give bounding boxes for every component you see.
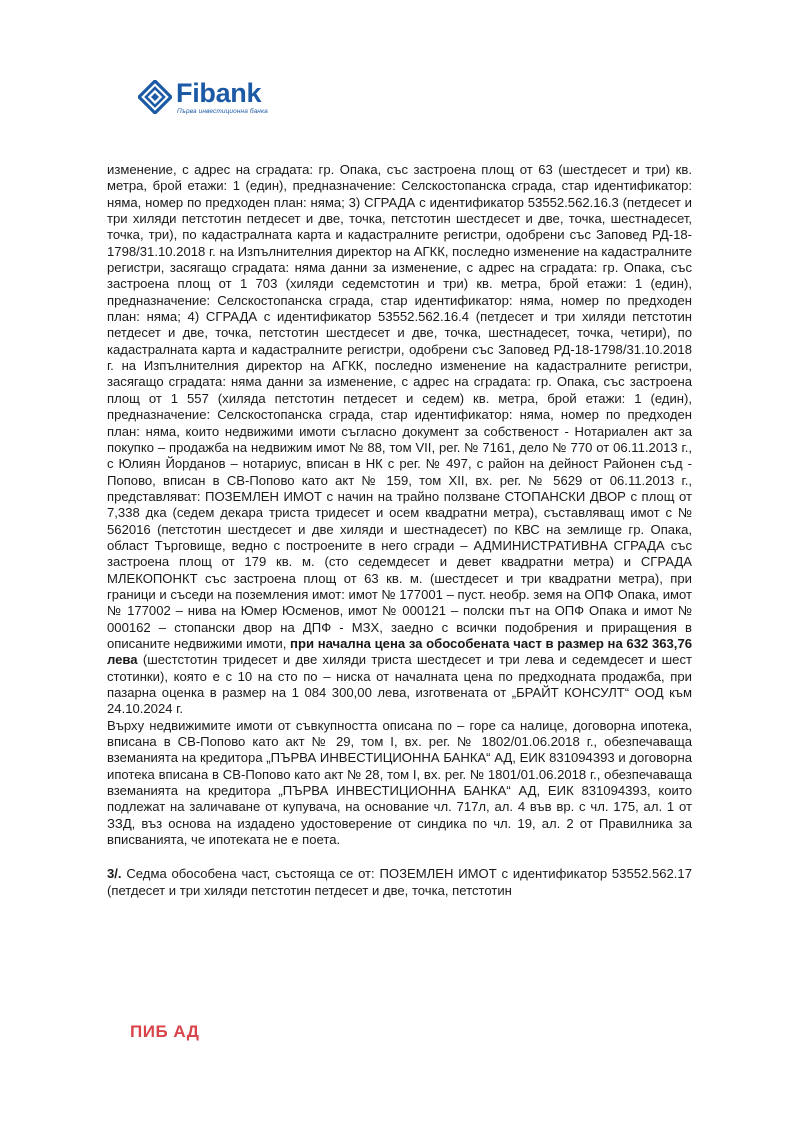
section-number: 3/.	[107, 866, 122, 882]
paragraph-text: Седма обособена част, състояща се от: ПОЗЕМЛЕН ИМОТ с идентификатор 53552.562.17 (петдесет и три хиляди петстотин петдесет и две, точка, петстотин	[107, 866, 692, 898]
logo-tagline: Първа инвестиционна банка	[177, 108, 268, 115]
paragraph-text: изменение, с адрес на сградата: гр. Опака, със застроена площ от 63 (шестдесет и три) кв. метра, брой етажи: 1 (един), предназначение: Селскостопанска сграда, стар идентификатор: няма, номер по предходен план: няма; 3) СГРАДА с идентификатор 53552.562.16.3 (петдесет и три хиляди петстотин петдесет и две, точка, петстотин шестдесет и две, точка, шестнадесет, точка, три), по кадастралната карта и кадастралните регистри, одобрени със Заповед РД-18-1798/31.10.2018 г. на Изпълнителния директор на АГКК, последно изменение на кадастралните регистри, засягащо сградата: няма данни за изменение, с адрес на сградата: гр. Опака, със застроена площ от 1 703 (хиляди седемстотин и три) кв. метра, брой етажи: 1 (един), предназначение: Селскостопанска сграда, стар идентификатор: няма, номер по предходен план: няма; 4) СГРАДА с идентификатор 53552.562.16.4 (петдесет и три хиляди петстотин петдесет и две, точка, петстотин шестдесет и две, точка, шестнадесет, точка, четири), по кадастралната карта и кадастралните регистри, одобрени със Заповед РД-18-1798/31.10.2018 г. на Изпълнителния директор на АГКК, последно изменение на кадастралните регистри, засягащо сградата: няма данни за изменение, с адрес на сградата: гр. Опака, със застроена площ от 1 557 (хиляда петстотин петдесет и седем) кв. метра, брой етажи: 1 (един), предназначение: Селскостопанска сграда, стар идентификатор: няма, номер по предходен план: няма, които недвижими имоти съгласно документ за собственост - Нотариален акт за покупко – продажба на недвижим имот № 88, том VII, рег. № 7161, дело № 770 от 06.11.2013 г., с Юлиян Йорданов – нотариус, вписан в НК с рег. № 497, с район на дейност Районен съд - Попово, вписан в СВ-Попово като акт № 159, том XII, вх. рег. № 5629 от 06.11.2013 г., представляват: ПОЗЕМЛЕН ИМОТ с начин на трайно ползване СТОПАНСКИ ДВОР с площ от 7,338 дка (седем декара триста тридесет и осем квадратни метра), съставляващ имот с № 562016 (петстотин шестдесет и две хиляди и шестнадесет) по КВС на землище гр. Опака, област Търговище, ведно с построените в него сгради – АДМИНИСТРАТИВНА СГРАДА със застроена площ от 179 кв. м. (сто седемдесет и девет квадратни метра) и СГРАДА МЛЕКОПОНКТ със застроена площ от 63 кв. м. (шестдесет и три квадратни метра), при граници и съседи на поземления имот: имот № 177001 – пуст. необр. земя на ОПФ Опака, имот № 177002 – нива на Юмер Юсменов, имот № 000121 – полски път на ОПФ Опака и имот № 000162 – стопански двор на ДПФ - МЗХ, заедно с всички подобрения и приращения в описаните недвижими имоти,	[107, 162, 692, 651]
fibank-diamond-icon	[138, 80, 172, 114]
paragraph-section-3	[107, 866, 692, 899]
stamp-text: ПИБ АД	[130, 1022, 200, 1041]
paragraph-property-description	[107, 162, 692, 718]
starting-price-text: при начална цена за обособената част в размер на 632 363,76 лева	[107, 635, 693, 668]
paragraph-mortgage: Върху недвижимите имоти от съвкупността описана по – горе са налице, договорна ипотека, вписана в СВ-Попово като акт № 29, том I, вх. рег. № 1802/01.06.2018 г., обезпечаваща вземанията на кредитора „ПЪРВА ИНВЕСТИЦИОННА БАНКА“ АД, ЕИК 831094393 и договорна ипотека вписана в СВ-Попово като акт № 28, том I, вх. рег. № 1801/01.06.2018 г., обезпечаваща вземанията на кредитора „ПЪРВА ИНВЕСТИЦИОННА БАНКА“ АД, ЕИК 831094393, които подлежат на заличаване от купувача, на основание чл. 717л, ал. 4 във вр. с чл. 175, ал. 1 от ЗЗД, въз основа на издадено удостоверение от синдика по чл. 19, ал. 2 от Правилника за вписванията, че ипотеката не е поета.	[107, 717, 692, 848]
document-body	[107, 162, 692, 899]
fibank-logo	[138, 78, 268, 116]
logo-name: Fibank	[176, 78, 262, 108]
paragraph-text: (шестстотин тридесет и две хиляди триста шестдесет и три лева и седемдесет и шест стотинки), която е с 10 на сто по – ниска от началната цена по предходната продажба, при пазарна оценка в размер на 1 084 300,00 лева, изготвената от „БРАЙТ КОНСУЛТ“ ООД към 24.10.2024 г.	[107, 652, 692, 717]
